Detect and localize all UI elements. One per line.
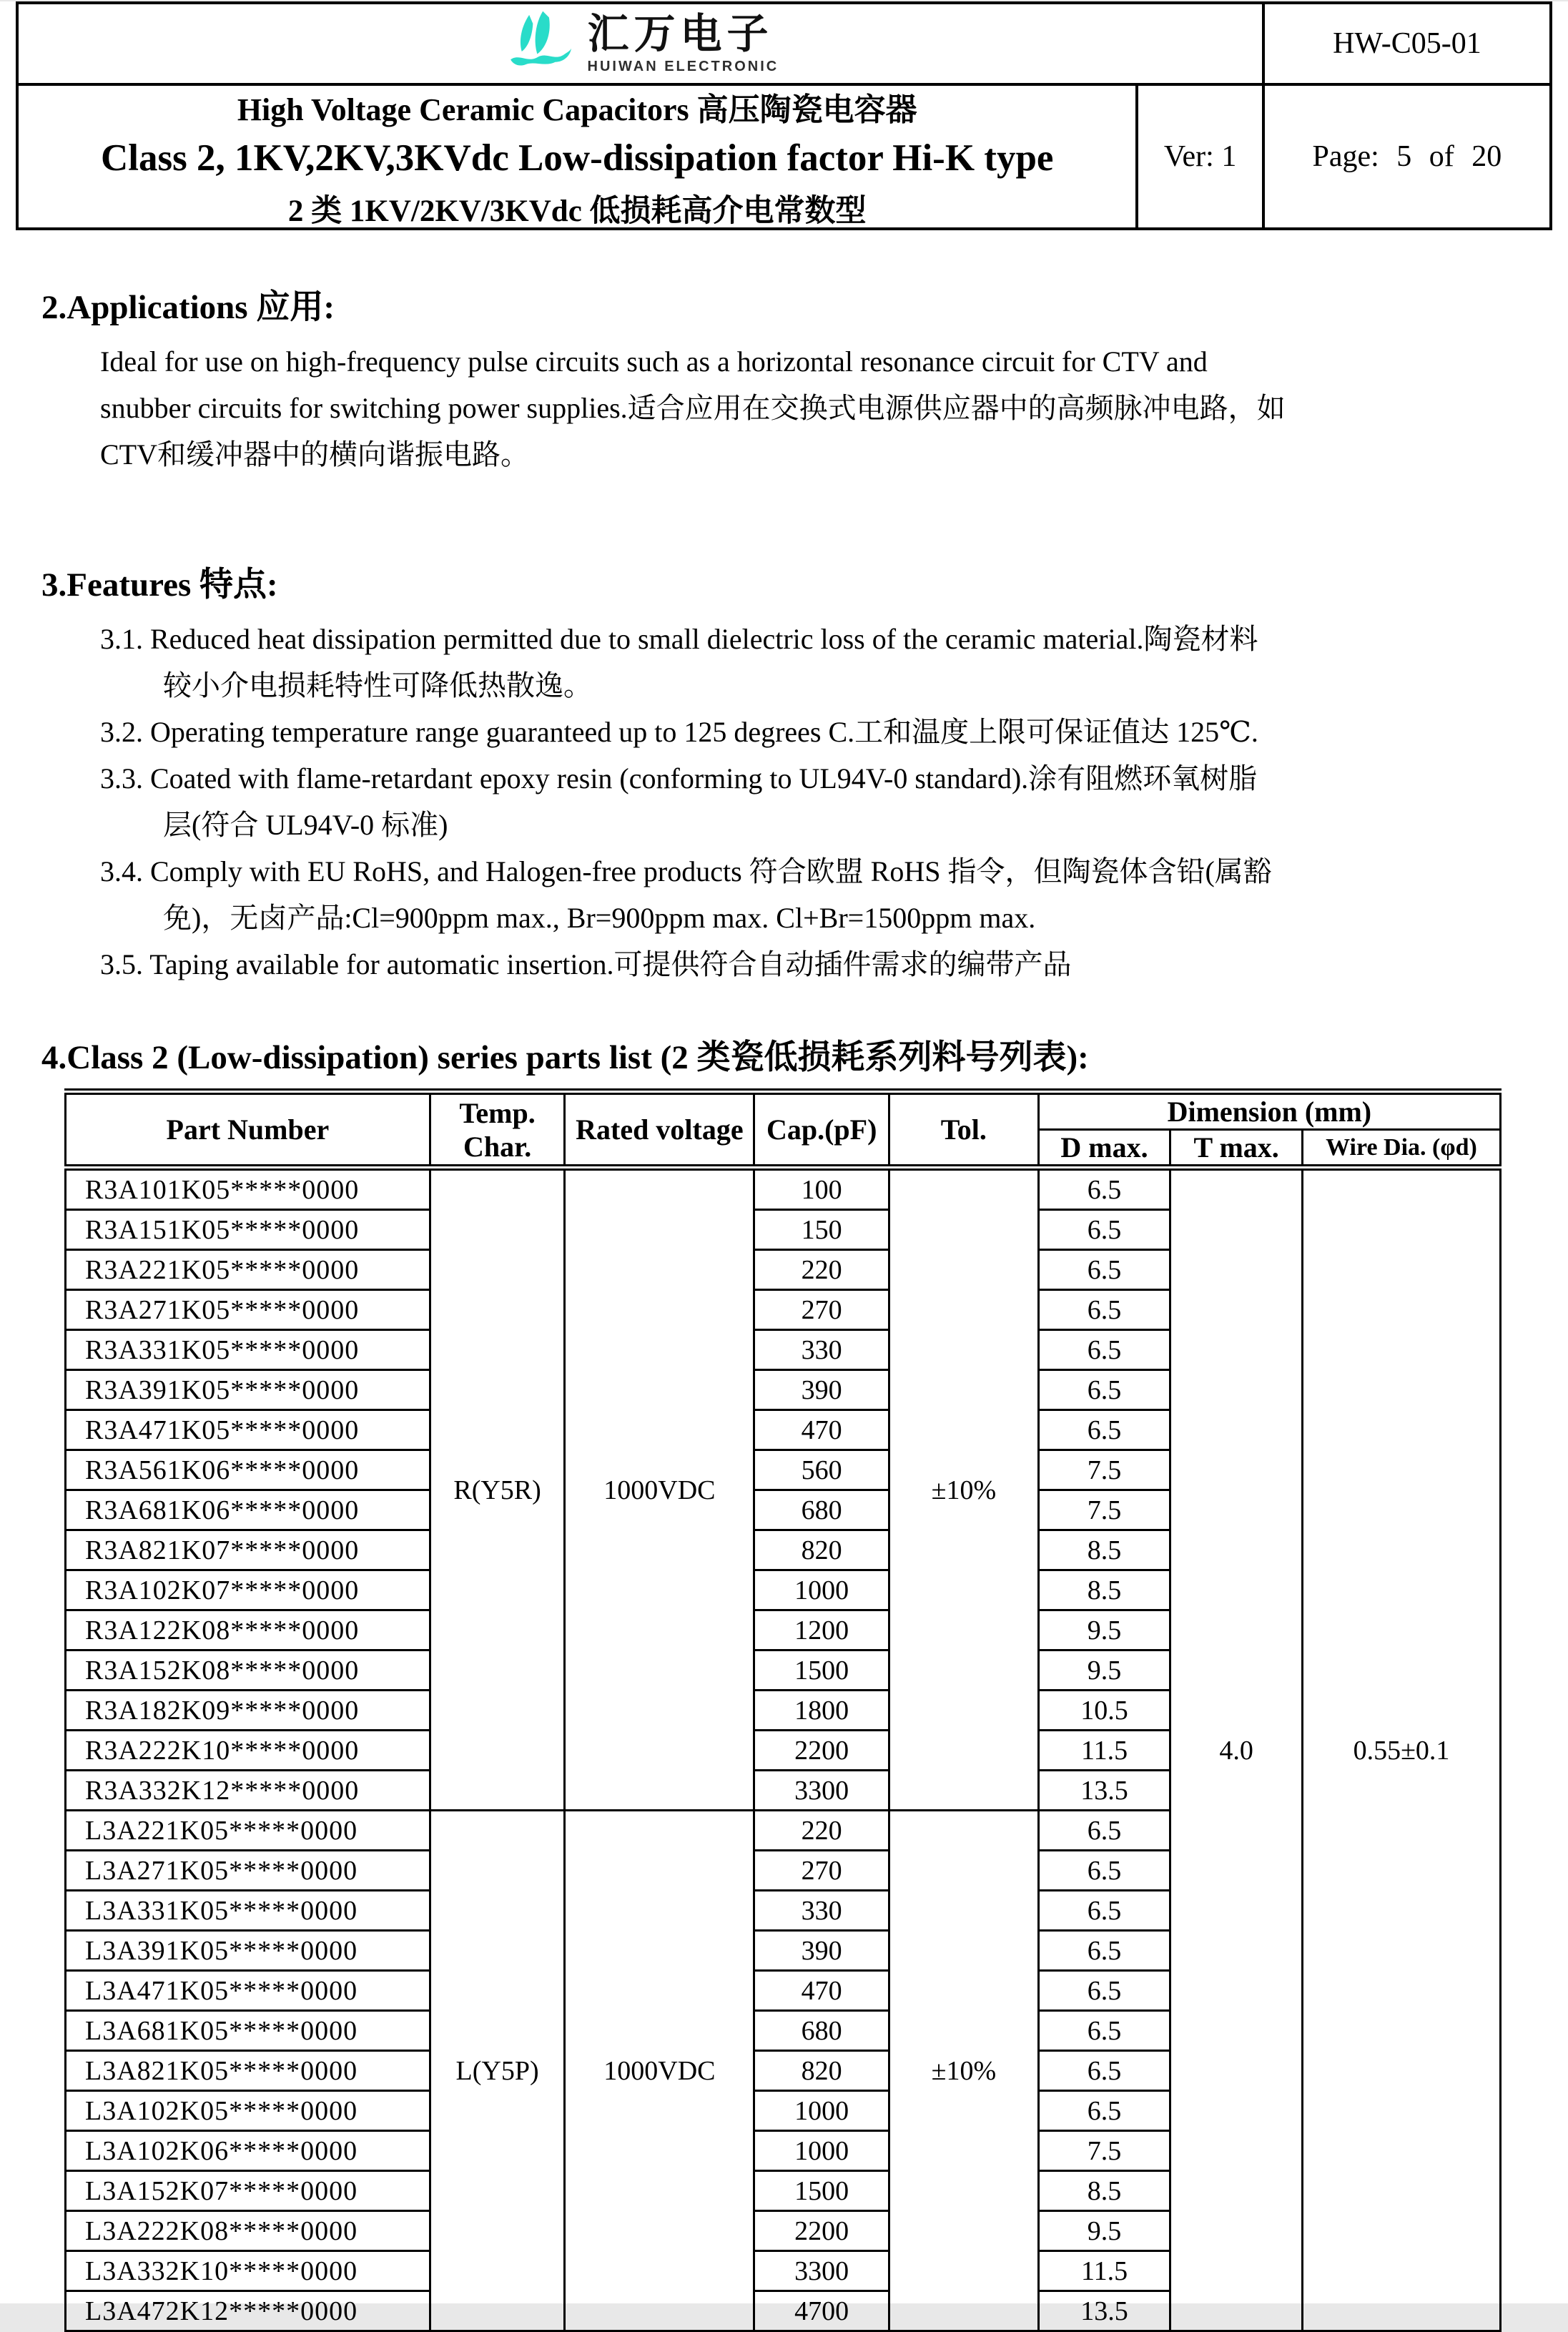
part-number-cell: R3A152K08*****0000 — [66, 1650, 430, 1691]
header-part-number: Part Number — [66, 1092, 430, 1168]
part-number-cell: L3A102K06*****0000 — [66, 2131, 430, 2171]
d-max-cell: 9.5 — [1038, 2211, 1170, 2251]
d-max-cell: 6.5 — [1038, 2091, 1170, 2131]
feature-text-line: 3.5. Taping available for automatic insertion.可提供符合自动插件需求的编带产品 — [100, 948, 1072, 980]
cap-cell: 560 — [754, 1450, 889, 1490]
d-max-cell: 10.5 — [1038, 1691, 1170, 1731]
brand-name-cn: 汇万电子 — [587, 11, 774, 57]
tolerance-cell: ±10% — [889, 1168, 1039, 1811]
cap-cell: 220 — [754, 1250, 889, 1290]
part-number-cell: L3A472K12*****0000 — [66, 2291, 430, 2331]
cap-cell: 390 — [754, 1931, 889, 1971]
tolerance-cell: ±10% — [889, 1811, 1039, 2331]
applications-paragraph — [0, 338, 1568, 478]
part-number-cell: R3A102K07*****0000 — [66, 1570, 430, 1610]
doc-number: HW-C05-01 — [1262, 4, 1549, 83]
t-max-cell: 4.0 — [1170, 1168, 1303, 2331]
title-line2: Class 2, 1KV,2KV,3KVdc Low-dissipation factor Hi-K type — [100, 137, 1054, 179]
d-max-cell: 6.5 — [1038, 1210, 1170, 1250]
cap-cell: 470 — [754, 1410, 889, 1450]
cap-cell: 820 — [754, 2051, 889, 2091]
part-number-cell: R3A151K05*****0000 — [66, 1210, 430, 1250]
part-number-cell: L3A331K05*****0000 — [66, 1891, 430, 1931]
header-rated-voltage: Rated voltage — [565, 1092, 754, 1168]
wire-dia-cell: 0.55±0.1 — [1303, 1168, 1501, 2331]
d-max-cell: 6.5 — [1038, 1811, 1170, 1851]
part-number-cell: L3A152K07*****0000 — [66, 2171, 430, 2211]
logo-text — [587, 11, 779, 74]
d-max-cell: 13.5 — [1038, 1771, 1170, 1811]
cap-cell: 680 — [754, 1490, 889, 1530]
page-number-label: Page: 5 of 20 — [1262, 86, 1549, 227]
feature-text-line: 3.1. Reduced heat dissipation permitted due to small dielectric loss of the ceramic material.陶瓷材料 — [100, 623, 1258, 655]
d-max-cell: 6.5 — [1038, 1931, 1170, 1971]
temp-char-cell: L(Y5P) — [430, 1811, 565, 2331]
applications-text-line: CTV和缓冲器中的横向谐振电路。 — [100, 438, 529, 471]
title-block — [19, 86, 1135, 227]
cap-cell: 390 — [754, 1370, 889, 1410]
temp-char-cell: R(Y5R) — [430, 1168, 565, 1811]
part-number-cell: R3A122K08*****0000 — [66, 1610, 430, 1650]
part-number-cell: L3A222K08*****0000 — [66, 2211, 430, 2251]
part-number-cell: R3A271K05*****0000 — [66, 1290, 430, 1330]
feature-text-line: 3.4. Comply with EU RoHS, and Halogen-free products 符合欧盟 RoHS 指令，但陶瓷体含铅(属豁 — [100, 855, 1272, 887]
d-max-cell: 13.5 — [1038, 2291, 1170, 2331]
applications-text-line: Ideal for use on high-frequency pulse circuits such as a horizontal resonance circuit for CTV and — [100, 345, 1208, 378]
header-wire-dia: Wire Dia. (φd) — [1303, 1130, 1501, 1168]
cap-cell: 1800 — [754, 1691, 889, 1731]
cap-cell: 2200 — [754, 1731, 889, 1771]
cap-cell: 2200 — [754, 2211, 889, 2251]
cap-cell: 1500 — [754, 2171, 889, 2211]
part-number-cell: L3A221K05*****0000 — [66, 1811, 430, 1851]
company-logo — [502, 8, 779, 80]
header-dimension: Dimension (mm) — [1038, 1092, 1500, 1130]
part-number-cell: R3A561K06*****0000 — [66, 1450, 430, 1490]
d-max-cell: 6.5 — [1038, 1168, 1170, 1210]
d-max-cell: 6.5 — [1038, 1290, 1170, 1330]
d-max-cell: 6.5 — [1038, 1250, 1170, 1290]
cap-cell: 1000 — [754, 1570, 889, 1610]
cap-cell: 100 — [754, 1168, 889, 1210]
feature-text-line: 免)，无卤产品:Cl=900ppm max., Br=900ppm max. Cl+Br=1500ppm max. — [163, 902, 1036, 934]
cap-cell: 1200 — [754, 1610, 889, 1650]
header-d-max: D max. — [1038, 1130, 1170, 1168]
part-number-cell: R3A681K06*****0000 — [66, 1490, 430, 1530]
cap-cell: 220 — [754, 1811, 889, 1851]
part-number-cell: R3A332K12*****0000 — [66, 1771, 430, 1811]
cap-cell: 270 — [754, 1290, 889, 1330]
document-header — [16, 1, 1552, 230]
part-number-cell: R3A182K09*****0000 — [66, 1691, 430, 1731]
feature-text-line: 较小介电损耗特性可降低热散逸。 — [163, 669, 592, 702]
table-row — [66, 1168, 1501, 1210]
part-number-cell: R3A222K10*****0000 — [66, 1731, 430, 1771]
d-max-cell: 6.5 — [1038, 1330, 1170, 1370]
feature-text-line: 3.3. Coated with flame-retardant epoxy resin (conforming to UL94V-0 standard).涂有阻燃环氧树脂 — [100, 762, 1258, 794]
d-max-cell: 6.5 — [1038, 1370, 1170, 1410]
cap-cell: 1000 — [754, 2091, 889, 2131]
d-max-cell: 11.5 — [1038, 1731, 1170, 1771]
header-title-row — [19, 86, 1549, 227]
d-max-cell: 7.5 — [1038, 2131, 1170, 2171]
d-max-cell: 6.5 — [1038, 1971, 1170, 2011]
features-list — [0, 616, 1568, 988]
header-cap: Cap.(pF) — [754, 1092, 889, 1168]
part-number-cell: L3A271K05*****0000 — [66, 1851, 430, 1891]
d-max-cell: 8.5 — [1038, 2171, 1170, 2211]
part-number-cell: R3A391K05*****0000 — [66, 1370, 430, 1410]
cap-cell: 680 — [754, 2011, 889, 2051]
applications-text-line: snubber circuits for switching power supplies.适合应用在交换式电源供应器中的高频脉冲电路，如 — [100, 392, 1286, 424]
d-max-cell: 6.5 — [1038, 1891, 1170, 1931]
parts-list-heading: 4.Class 2 (Low-dissipation) series parts list (2 类瓷低损耗系列料号列表): — [41, 1039, 1089, 1076]
d-max-cell: 7.5 — [1038, 1450, 1170, 1490]
cap-cell: 330 — [754, 1330, 889, 1370]
datasheet-page — [0, 1, 1568, 2326]
part-number-cell: R3A471K05*****0000 — [66, 1410, 430, 1450]
rated-voltage-cell: 1000VDC — [565, 1168, 754, 1811]
parts-table — [64, 1088, 1502, 2332]
header-top-row — [19, 4, 1549, 86]
part-number-cell: L3A332K10*****0000 — [66, 2251, 430, 2291]
part-number-cell: L3A821K05*****0000 — [66, 2051, 430, 2091]
cap-cell: 3300 — [754, 1771, 889, 1811]
d-max-cell: 6.5 — [1038, 2051, 1170, 2091]
cap-cell: 150 — [754, 1210, 889, 1250]
part-number-cell: R3A101K05*****0000 — [66, 1168, 430, 1210]
header-t-max: T max. — [1170, 1130, 1303, 1168]
title-line1: High Voltage Ceramic Capacitors 高压陶瓷电容器 — [237, 92, 917, 127]
feature-text-line: 层(符合 UL94V-0 标准) — [163, 809, 448, 841]
applications-heading: 2.Applications 应用: — [41, 289, 335, 326]
d-max-cell: 8.5 — [1038, 1530, 1170, 1570]
part-number-cell: R3A821K07*****0000 — [66, 1530, 430, 1570]
part-number-cell: L3A681K05*****0000 — [66, 2011, 430, 2051]
logo-cell — [19, 4, 1262, 83]
cap-cell: 1000 — [754, 2131, 889, 2171]
feature-text-line: 3.2. Operating temperature range guaranteed up to 125 degrees C.工和温度上限可保证值达 125℃. — [100, 716, 1258, 748]
d-max-cell: 11.5 — [1038, 2251, 1170, 2291]
title-line3: 2 类 1KV/2KV/3KVdc 低损耗高介电常数型 — [287, 194, 867, 228]
table-header-row-main — [66, 1092, 1501, 1130]
part-number-cell: R3A221K05*****0000 — [66, 1250, 430, 1290]
header-tol: Tol. — [889, 1092, 1039, 1168]
cap-cell: 3300 — [754, 2251, 889, 2291]
header-temp-char: Temp. Char. — [430, 1092, 565, 1168]
d-max-cell: 9.5 — [1038, 1650, 1170, 1691]
features-heading: 3.Features 特点: — [41, 566, 278, 604]
part-number-cell: L3A471K05*****0000 — [66, 1971, 430, 2011]
d-max-cell: 8.5 — [1038, 1570, 1170, 1610]
parts-table-body — [66, 1168, 1501, 2331]
brand-name-en: HUIWAN ELECTRONIC — [587, 59, 779, 74]
d-max-cell: 6.5 — [1038, 2011, 1170, 2051]
cap-cell: 4700 — [754, 2291, 889, 2331]
part-number-cell: L3A102K05*****0000 — [66, 2091, 430, 2131]
d-max-cell: 9.5 — [1038, 1610, 1170, 1650]
part-number-cell: R3A331K05*****0000 — [66, 1330, 430, 1370]
cap-cell: 270 — [754, 1851, 889, 1891]
cap-cell: 1500 — [754, 1650, 889, 1691]
cap-cell: 330 — [754, 1891, 889, 1931]
rated-voltage-cell: 1000VDC — [565, 1811, 754, 2331]
sailboat-logo-icon — [502, 8, 576, 80]
version-label: Ver: 1 — [1135, 86, 1261, 227]
d-max-cell: 6.5 — [1038, 1410, 1170, 1450]
cap-cell: 470 — [754, 1971, 889, 2011]
cap-cell: 820 — [754, 1530, 889, 1570]
d-max-cell: 6.5 — [1038, 1851, 1170, 1891]
part-number-cell: L3A391K05*****0000 — [66, 1931, 430, 1971]
d-max-cell: 7.5 — [1038, 1490, 1170, 1530]
